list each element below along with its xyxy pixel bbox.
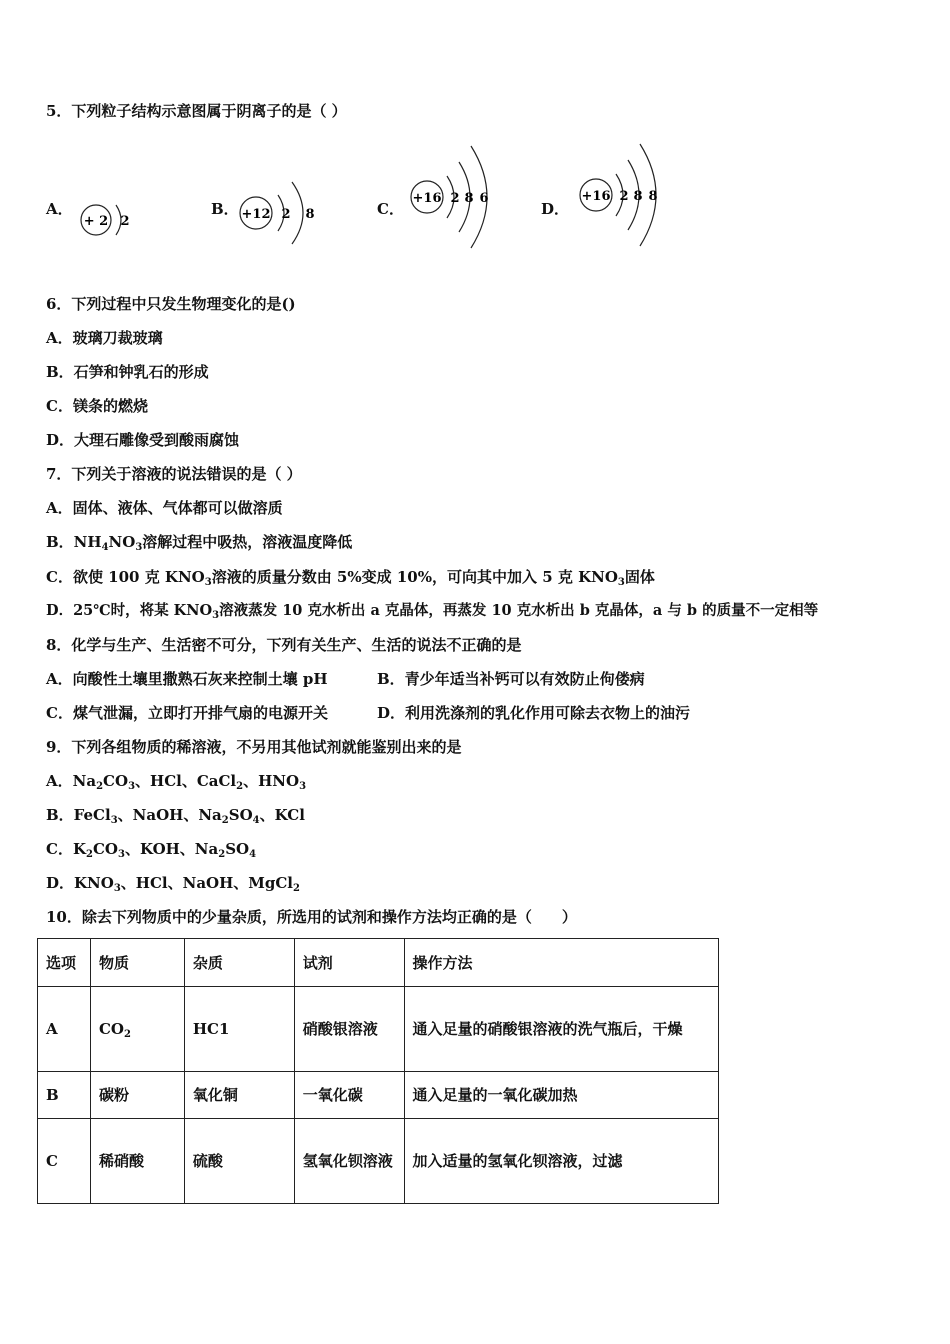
atom-d-nucleus: +16 (581, 189, 611, 204)
atom-diagram-b (234, 170, 329, 260)
atom-c-nucleus: +16 (412, 191, 442, 206)
table-header-row (38, 939, 719, 987)
cell-substance: 碳粉 (90, 1072, 184, 1119)
q9-option-c: C．$K_2CO_3$、KOH、$Na_2SO_4$ (46, 840, 257, 860)
q8-options-row-2 (46, 703, 691, 723)
atom-b-shell-2: 8 (305, 207, 315, 222)
cell-option: A (38, 987, 91, 1072)
cell-reagent: 一氧化碳 (294, 1072, 404, 1119)
atom-a-nucleus: + 2 (83, 214, 109, 229)
q7-option-b: B．$NH_4NO_3$溶解过程中吸热，溶液温度降低 (46, 533, 353, 553)
q9-option-b: B．FeCl$_3$、NaOH、$Na_2SO_4$、KCl (46, 806, 305, 826)
q9-option-a: A．$Na_2CO_3$、HCl、CaCl$_2$、$HNO_3$ (46, 772, 307, 792)
q8-option-b: B．青少年适当补钙可以有效防止佝偻病 (377, 670, 645, 688)
cell-impurity: 氧化铜 (184, 1072, 294, 1119)
atom-diagram-d (574, 138, 674, 253)
cell-substance: 稀硝酸 (90, 1119, 184, 1204)
cell-impurity: HC1 (184, 987, 294, 1072)
q10-table (37, 938, 719, 1204)
q7-stem: 7．下列关于溶液的说法错误的是（ ） (46, 465, 302, 483)
q7-option-c: C．欲使 100 克 $KNO_3$溶液的质量分数由 5%变成 10%，可向其中加入 5 克 $KNO_3$固体 (46, 568, 655, 588)
cell-method: 加入适量的氢氧化钡溶液，过滤 (404, 1119, 718, 1204)
header-substance: 物质 (90, 939, 184, 987)
q8-option-a: A．向酸性土壤里撒熟石灰来控制土壤 pH (46, 670, 328, 688)
cell-method: 通入足量的硝酸银溶液的洗气瓶后，干燥 (404, 987, 718, 1072)
atom-diagram-a (72, 185, 142, 255)
atom-diagram-c (405, 140, 505, 255)
q9-option-d: D．$KNO_3$、HCl、NaOH、MgCl$_2$ (46, 874, 300, 894)
atom-d-shell-3: 8 (648, 189, 658, 204)
cell-reagent: 氢氧化钡溶液 (294, 1119, 404, 1204)
atom-b-shell-1: 2 (281, 207, 291, 222)
atom-c-shell-3: 6 (479, 191, 489, 206)
cell-method: 通入足量的一氧化碳加热 (404, 1072, 718, 1119)
atom-d-shell-1: 2 (619, 189, 629, 204)
q8-option-c: C．煤气泄漏，立即打开排气扇的电源开关 (46, 704, 328, 722)
atom-c-shell-1: 2 (450, 191, 460, 206)
cell-reagent: 硝酸银溶液 (294, 987, 404, 1072)
q8-options-row-1 (46, 669, 645, 689)
q6-option-b: B．石笋和钟乳石的形成 (46, 363, 209, 381)
q5-option-d-label: D． (541, 200, 570, 218)
table-row (38, 1119, 719, 1204)
q7-option-a: A．固体、液体、气体都可以做溶质 (46, 499, 283, 517)
atom-a-shell-1: 2 (120, 214, 130, 229)
q5-stem: 5．下列粒子结构示意图属于阴离子的是（ ） (46, 102, 347, 120)
q7-option-d: D．25℃时，将某 $KNO_3$溶液蒸发 10 克水析出 a 克晶体，再蒸发 10 克水析出 b 克晶体，a 与 b 的质量不一定相等 (46, 602, 819, 621)
q5-atom-diagrams (0, 130, 950, 260)
q9-stem: 9．下列各组物质的稀溶液，不另用其他试剂就能鉴别出来的是 (46, 738, 462, 756)
atom-b-nucleus: +12 (241, 207, 271, 222)
table-row (38, 987, 719, 1072)
q5-option-a-label: A． (46, 200, 73, 218)
q5-option-c-label: C． (377, 200, 404, 218)
q6-option-c: C．镁条的燃烧 (46, 397, 148, 415)
q5-option-b-label: B． (211, 200, 239, 218)
header-method: 操作方法 (404, 939, 718, 987)
cell-substance: $CO_2$ (90, 987, 184, 1072)
header-option: 选项 (38, 939, 91, 987)
q6-option-d: D．大理石雕像受到酸雨腐蚀 (46, 431, 240, 449)
atom-d-shell-2: 8 (633, 189, 643, 204)
cell-impurity: 硫酸 (184, 1119, 294, 1204)
cell-option: C (38, 1119, 91, 1204)
table-row (38, 1072, 719, 1119)
q8-stem: 8．化学与生产、生活密不可分，下列有关生产、生活的说法不正确的是 (46, 636, 522, 654)
q10-stem: 10．除去下列物质中的少量杂质，所选用的试剂和操作方法均正确的是（ ） (46, 908, 577, 926)
cell-option: B (38, 1072, 91, 1119)
atom-c-shell-2: 8 (464, 191, 474, 206)
header-reagent: 试剂 (294, 939, 404, 987)
q6-stem: 6．下列过程中只发生物理变化的是() (46, 295, 296, 313)
q6-option-a: A．玻璃刀裁玻璃 (46, 329, 163, 347)
header-impurity: 杂质 (184, 939, 294, 987)
q8-option-d: D．利用洗涤剂的乳化作用可除去衣物上的油污 (377, 704, 691, 722)
